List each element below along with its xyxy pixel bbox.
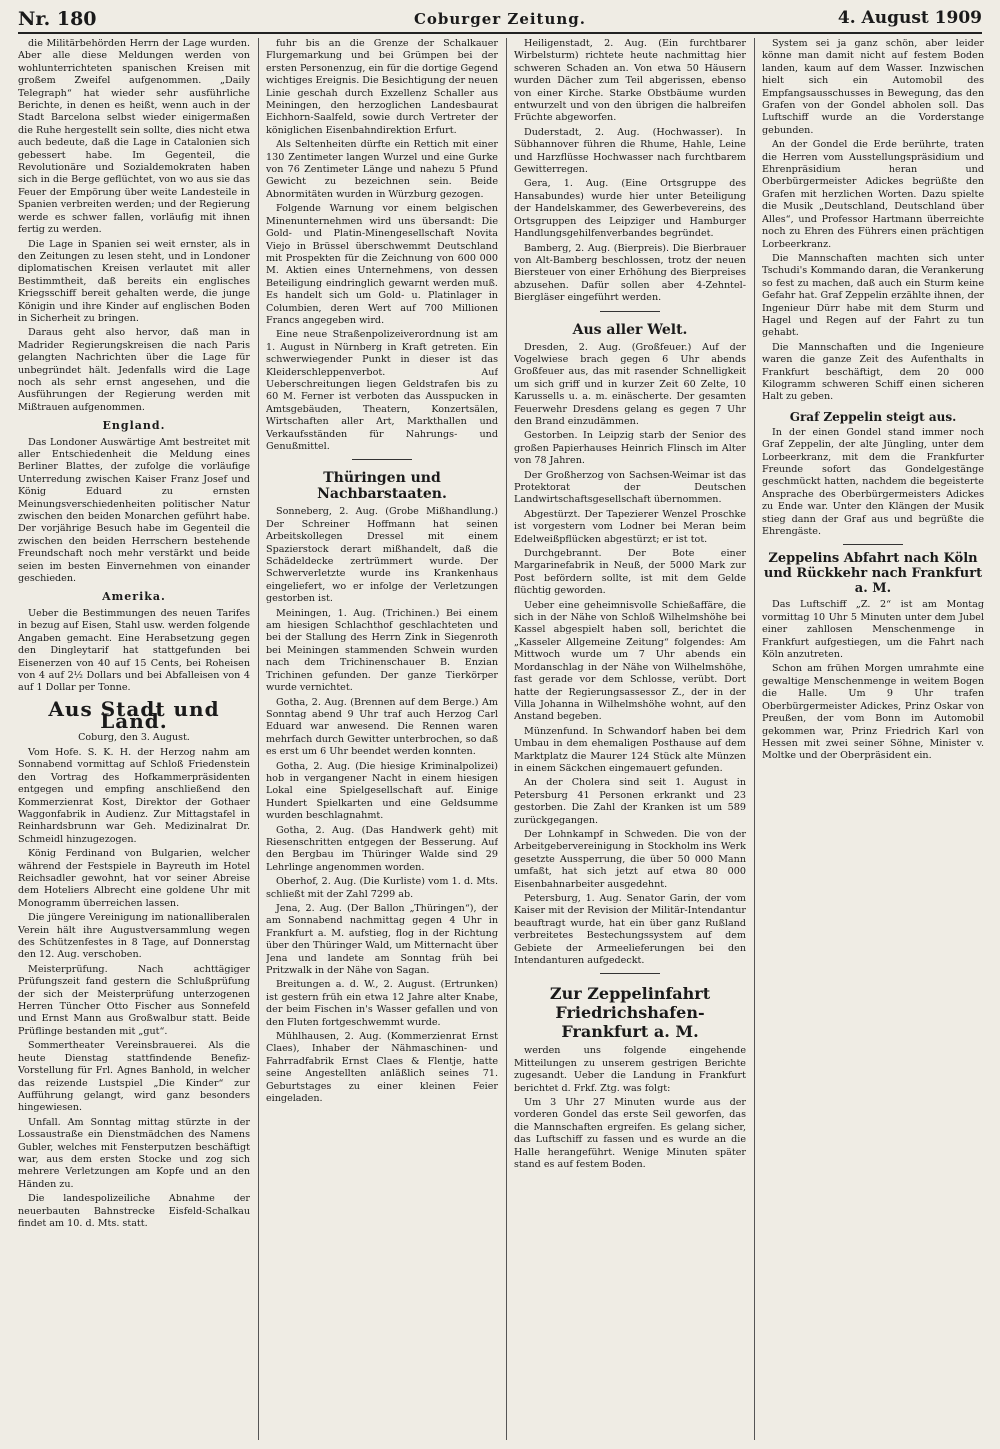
divider xyxy=(600,311,660,312)
article-paragraph: Ueber die Bestimmungen des neuen Tarifes in bezug auf Eisen, Stahl usw. werden folgende Angaben gemacht. Eine Herabsetzung gegen den Dingleytarif hat stattgefunden bei Eisenerzen von 40 auf 15 Cents, bei Roheisen von 4 auf 2½ Dollars und bei Abfalleisen von 4 auf 1 Dollar per Tonne. xyxy=(18,607,250,694)
masthead xyxy=(18,6,982,34)
article-paragraph: fuhr bis an die Grenze der Schalkauer Flurgemarkung und bei Grümpen bei der ersten Personenzug, ein für die dortige Gegend wichtiges Ereignis. Die Besichtigung der neuen Linie geschah durch Exzellenz Schaller aus Meiningen, den herzoglichen Landesbaurat Eichhorn-Saalfeld, sowie durch Vertreter der königlichen Eisenbahndirektion Erfurt. xyxy=(266,38,498,136)
article-paragraph: System sei ja ganz schön, aber leider könne man damit nicht auf festem Boden landen, kaum auf dem Wasser. Inzwischen hielt sich ein Automobil des Empfangsausschusses in Bewegung, das den Grafen von der Gondel abholen soll. Das Luftschiff wurde an die Vorderstange gebunden. xyxy=(762,38,984,136)
section-heading-thueringen: Thüringen und Nachbarstaaten. xyxy=(317,470,447,503)
news-item: Breitungen a. d. W., 2. August. (Ertrunken) ist gestern früh ein etwa 12 Jahre alter Knabe, der beim Fischen in's Wasser gefallen und von den Fluten fortgeschwemmt wurde. xyxy=(266,979,498,1028)
news-item: Unfall. Am Sonntag mittag stürzte in der Lossaustraße ein Dienstmädchen des Namens Gubler, welches mit Fensterputzen beschäftigt war, aus dem ersten Stocke und zog sich mehrere Verletzungen am Kopfe und an den Händen zu. xyxy=(18,1116,250,1190)
headline-zeppelinfahrt xyxy=(514,984,746,1041)
news-item: Gotha, 2. Aug. (Die hiesige Kriminalpolizei) hob in vergangener Nacht in einem hiesigen Lokal eine Spielgesellschaft auf. Einige Hundert Spielkarten und eine Geldsumme wurden beschlagnahmt. xyxy=(266,760,498,822)
news-item: Sonneberg, 2. Aug. (Grobe Mißhandlung.) Der Schreiner Hoffmann hat seinen Arbeitskollegen Dressel mit einem Spazierstock derart mißhandelt, daß die Schädeldecke zertrümmert wurde. Der Schwerverletzte wurde ins Krankenhaus eingeliefert, wo er infolge der Verletzungen gestorben ist. xyxy=(266,506,498,605)
column-rule xyxy=(506,38,507,1440)
article-paragraph: In der einen Gondel stand immer noch Graf Zeppelin, der alte Jüngling, unter dem Lorbeerkranz, mit dem die Frankfurter Freunde sofort das Gondelgestänge geschmückt hatten, nachdem die begeisterte Ansprache des Oberbürgermeisters Adickes zu Ende war. Unter den Klängen der Musik stieg dann der Graf aus und begrüßte die Ehrengäste. xyxy=(762,426,984,538)
column-4 xyxy=(762,38,984,1440)
news-item: Die landespolizeiliche Abnahme der neuerbauten Bahnstrecke Eisfeld-Schalkau findet am 10. d. Mts. statt. xyxy=(18,1193,250,1229)
news-item: Bamberg, 2. Aug. (Bierpreis). Die Bierbrauer von Alt-Bamberg beschlossen, trotz der neuen Biersteuer von einer Erhöhung des Bierpreises abzusehen. Dafür sollen aber 4-Zehntel-Biergläser eingeführt werden. xyxy=(514,242,746,304)
news-item: Ueber eine geheimnisvolle Schießaffäre, die sich in der Nähe von Schloß Wilhelmshöhe bei Kassel abgespielt haben soll, berichtet die „Kasseler Allgemeine Zeitung“ folgendes: Am Mittwoch wurde um 7 Uhr abends ein Mordanschlag in der Nähe von Wilhelmshöhe, fast gerade vor dem Schlosse, verübt. Dort hatte der Regierungsassessor Z., der in der Villa Johanna in Wilhelmshöhe wohnt, auf den Anstand begeben. xyxy=(514,599,746,723)
article-paragraph: Das Luftschiff „Z. 2“ ist am Montag vormittag 10 Uhr 5 Minuten unter dem Jubel einer zahllosen Menschenmenge in Frankfurt aufgestiegen, um die Fahrt nach Köln anzutreten. xyxy=(762,599,984,661)
news-item: An der Cholera sind seit 1. August in Petersburg 41 Personen erkrankt und 23 gestorben. Die Zahl der Kranken ist um 589 zurückgegangen. xyxy=(514,777,746,826)
news-item: Oberhof, 2. Aug. (Die Kurliste) vom 1. d. Mts. schließt mit der Zahl 7299 ab. xyxy=(266,876,498,900)
news-item: Der Großherzog von Sachsen-Weimar ist das Protektorat der Deutschen Landwirtschaftsgesellschaft übernommen. xyxy=(514,469,746,506)
news-item: Mühlhausen, 2. Aug. (Kommerzienrat Ernst Claes), Inhaber der Nähmaschinen- und Fahrradfabrik Ernst Claes & Flentje, hatte seine Angestellten anläßlich seines 71. Geburtstages zu einer kleinen Feier eingeladen. xyxy=(266,1031,498,1105)
news-item: Gotha, 2. Aug. (Brennen auf dem Berge.) Am Sonntag abend 9 Uhr traf auch Herzog Carl Eduard war anwesend. Die Rennen waren mehrfach durch Gewitter unterbrochen, so daß es erst um 6 Uhr beendet werden konnten. xyxy=(266,696,498,758)
headline-line-1: Zur Zeppelinfahrt xyxy=(549,984,711,1004)
article-paragraph: Die Mannschaften und die Ingenieure waren die ganze Zeit des Aufenthalts in Frankfurt beschäftigt, dem 20 000 Kilogramm schweren Schiff einen sicheren Halt zu geben. xyxy=(762,341,984,403)
news-item: Folgende Warnung vor einem belgischen Minenunternehmen wird uns übersandt: Die Gold- und Platin-Minengesellschaft Novita Viejo in Brüssel überschwemmt Deutschland mit Prospekten für die Zeichnung von 600 000 M. Aktien eines Unternehmens, von dessen Beteiligung eindringlich gewarnt werden muß. Es handelt sich um Gold- u. Platinlager in Columbien, deren Wert auf 700 Millionen Francs angegeben wird. xyxy=(266,203,498,326)
news-item: Sommertheater Vereinsbrauerei. Als die heute Dienstag stattfindende Benefiz-Vorstellung für Frl. Agnes Banhold, in welcher das reizende Lustspiel „Die Kinder“ zur Aufführung gelangt, wird ganz besonders hingewiesen. xyxy=(18,1040,250,1114)
divider xyxy=(600,973,660,974)
article-paragraph: Das Londoner Auswärtige Amt bestreitet mit aller Entschiedenheit die Meldung eines Berliner Blattes, der zufolge die vorläufige Unterredung zwischen Kaiser Franz Josef und König Eduard zu ernsten Meinungsverschiedenheiten politischer Natur zwischen den beiden Monarchen geführt habe. Der vorjährige Besuch habe im Gegenteil die zwischen den beiden Herrschern bestehende Freundschaft noch mehr verstärkt und beide seien im besten Einvernehmen von einander geschieden. xyxy=(18,436,250,585)
news-item: Münzenfund. In Schwandorf haben bei dem Umbau in dem ehemaligen Posthause auf dem Marktplatz die Maurer 124 Stück alte Münzen in einem Säckchen eingemauert gefunden. xyxy=(514,725,746,774)
subheading-abfahrt-koeln: Zeppelins Abfahrt nach Köln und Rückkehr nach Frankfurt a. M. xyxy=(763,551,983,597)
news-item: Heiligenstadt, 2. Aug. (Ein furchtbarer Wirbelsturm) richtete heute nachmittag hier schweren Schaden an. Von etwa 50 Häusern wurden Dächer zum Teil abgerissen, ebenso von einer Kirche. Starke Obstbäume wurden entwurzelt und von den übrigen die halbreifen Früchte abgeworfen. xyxy=(514,38,746,124)
issue-number: Nr. 180 xyxy=(18,8,97,30)
news-item: Meiningen, 1. Aug. (Trichinen.) Bei einem am hiesigen Schlachthof geschlachteten und bei der Stallung des Herrn Zink in Siegenroth bei Meiningen stammenden Schwein wurden nach dem Trichinenschauer B. Enzian Trichinen gefunden. Der ganze Tierkörper wurde vernichtet. xyxy=(266,607,498,694)
section-heading-england: England. xyxy=(102,419,166,433)
article-paragraph: Schon am frühen Morgen umrahmte eine gewaltige Menschenmenge in weitem Bogen die Halle. Um 9 Uhr trafen Oberbürgermeister Adickes, Prinz Oskar von Preußen, der vom Bonn im Automobil gekommen war, Prinz Friedrich Karl von Hessen mit zwei seiner Söhne, Minister v. Moltke und der Oberpräsident ein. xyxy=(762,663,984,762)
news-item: Die jüngere Vereinigung im nationalliberalen Verein hält ihre Augustversammlung wegen des Schützenfestes in 8 Tage, auf Donnerstag den 12. Aug. verschoben. xyxy=(18,912,250,961)
news-item: Gera, 1. Aug. (Eine Ortsgruppe des Hansabundes) wurde hier unter Beteiligung der Handelskammer, des Gewerbevereins, des Ortsgruppen des Leipziger und Hamburger Handlungsgehilfenverbandes begründet. xyxy=(514,178,746,240)
article-paragraph: Die Lage in Spanien sei weit ernster, als in den Zeitungen zu lesen steht, und in Londoner diplomatischen Kreisen verlautet mit aller Bestimmtheit, daß bereits ein englisches Kriegsschiff bereit gehalten werde, die junge Königin und ihre Kinder auf englischen Boden in Sicherheit zu bringen. xyxy=(18,238,250,324)
divider xyxy=(843,544,903,545)
section-heading-stadt-und-land: Aus Stadt und Land. xyxy=(48,696,220,734)
news-item: Jena, 2. Aug. (Der Ballon „Thüringen“), der am Sonnabend nachmittag gegen 4 Uhr in Frankfurt a. M. aufstieg, flog in der Richtung über den Thüringer Wald, um Mitternacht über Jena und landete am Sonntag früh bei Pritzwalk in der Nähe von Sagan. xyxy=(266,903,498,977)
newspaper-title: Coburger Zeitung. xyxy=(413,10,587,28)
headline-line-2: Friedrichshafen-Frankfurt a. M. xyxy=(555,1003,705,1042)
divider xyxy=(352,459,412,460)
article-paragraph: Um 3 Uhr 27 Minuten wurde aus der vorderen Gondel das erste Seil geworfen, das die Mannschaften ergreifen. Es gelang sicher, das Luftschiff zu fassen und es wurde an die Halle herangeführt. Wenige Minuten später stand es auf festem Boden. xyxy=(514,1097,746,1171)
news-item: Gotha, 2. Aug. (Das Handwerk geht) mit Riesenschritten entgegen der Besserung. Auf den Bergbau im Thüringer Walde sind 29 Lehrlinge angenommen worden. xyxy=(266,824,498,873)
issue-date: 4. August 1909 xyxy=(837,8,982,28)
news-item: Petersburg, 1. Aug. Senator Garin, der vom Kaiser mit der Revision der Militär-Intendantur beauftragt wurde, hat ein über ganz Rußland verbreitetes Bestechungssystem auf dem Gebiete der Armeelieferungen bei den Intendanturen aufgedeckt. xyxy=(514,893,746,967)
news-item: Als Seltenheiten dürfte ein Rettich mit einer 130 Zentimeter langen Wurzel und eine Gurke von 76 Zentimeter Länge und nahezu 5 Pfund Gewicht zu bezeichnen sein. Beide Abnormitäten wurden in Würzburg gezogen. xyxy=(266,139,498,200)
column-rule xyxy=(754,38,755,1440)
news-item: Abgestürzt. Der Tapezierer Wenzel Proschke ist vorgestern vom Lodner bei Meran beim Edelweißpflücken abgestürzt; er ist tot. xyxy=(514,508,746,545)
news-item: Durchgebrannt. Der Bote einer Margarinefabrik in Neuß, der 5000 Mark zur Post befördern sollte, ist mit dem Gelde flüchtig geworden. xyxy=(514,548,746,597)
column-rule xyxy=(258,38,259,1440)
news-item: Der Lohnkampf in Schweden. Die von der Arbeitgebervereinigung in Stockholm ins Werk gesetzte Aussperrung, die über 50 000 Mann umfaßt, hat sich jetzt auf etwa 80 000 Eisenbahnarbeiter ausgedehnt. xyxy=(514,828,746,890)
article-paragraph: Die Mannschaften machten sich unter Tschudi's Kommando daran, die Verankerung so fest zu machen, daß auch ein Sturm keine Gefahr hat. Graf Zeppelin erzählte ihnen, der Ingenieur Dürr habe mit dem Sturm und Hagel und Regen auf der Fahrt zu tun gehabt. xyxy=(762,252,984,339)
news-item: Vom Hofe. S. K. H. der Herzog nahm am Sonnabend vormittag auf Schloß Friedenstein den Vortrag des Hofkammerpräsidenten entgegen und empfing anschließend den Kommerzienrat Kost, Direktor der Gothaer Waggonfabrik in Audienz. Zur Mittagstafel in Reinhardsbrunn war Geh. Medizinalrat Dr. Schmeidl hinzugezogen. xyxy=(18,746,250,845)
article-paragraph: die Militärbehörden Herrn der Lage wurden. Aber alle diese Meldungen werden von wohlunterrichteten spanischen Kreisen mit großem Zweifel aufgenommen. „Daily Telegraph“ hat wieder sehr ausführliche Berichte, in denen es heißt, wenn auch in der Stadt Barcelona selbst wieder einigermaßen die Ruhe hergestellt sein sollte, dies nicht etwa auch bedeute, daß die Lage in Catalonien sich gebessert habe. Im Gegenteil, die Revolutionäre und Sozialdemokraten haben sich in die Berge geflüchtet, von wo aus sie das Feuer der Empörung über weite Landesteile in Spanien verbreiten werden; und der Regierung werde es schwer fallen, vorläufig mit ihnen fertig zu werden. xyxy=(18,38,250,236)
column-2 xyxy=(266,38,498,1440)
article-paragraph: An der Gondel die Erde berührte, traten die Herren vom Ausstellungspräsidium und Ehrenpräsidium heran und Oberbürgermeister Adickes begrüßte den Grafen mit herzlichen Worten. Dazu spielte die Musik „Deutschland, Deutschland über Alles“, und Professor Hartmann überreichte noch zu Ehren des Führers einen prächtigen Lorbeerkranz. xyxy=(762,139,984,250)
news-item: Duderstadt, 2. Aug. (Hochwasser). In Sübhannover führen die Rhume, Hahle, Leine und Harzflüsse Hochwasser nach furchtbarem Gewitterregen. xyxy=(514,126,746,176)
news-item: König Ferdinand von Bulgarien, welcher während der Festspiele in Bayreuth im Hotel Reichsadler gewohnt, hat vor seiner Abreise dem Hoteliers Albrecht eine goldene Uhr mit Monogramm überreichen lassen. xyxy=(18,848,250,909)
subheading-graf-zeppelin: Graf Zeppelin steigt aus. xyxy=(789,409,957,424)
article-paragraph: Daraus geht also hervor, daß man in Madrider Regierungskreisen die nach Paris gelangten Nachrichten über die Lage für unbegründet hält. Jedenfalls wird die Lage noch als sehr ernst angesehen, und die Ausführungen der Regierung werden mit Mißtrauen aufgenommen. xyxy=(18,327,250,413)
news-item: Meisterprüfung. Nach achttägiger Prüfungszeit fand gestern die Schlußprüfung der sich der Meisterprüfung unterzogenen Herren Tüncher Otto Fischer aus Sonnefeld und Ernst Mann aus Großwalbur statt. Beide Prüflinge bestanden mit „gut“. xyxy=(18,963,250,1037)
column-3 xyxy=(514,38,746,1440)
dateline: Coburg, den 3. August. xyxy=(78,731,190,743)
news-item: Gestorben. In Leipzig starb der Senior des großen Papierhauses Heinrich Flinsch im Alter von 78 Jahren. xyxy=(514,430,746,467)
news-item: Eine neue Straßenpolizeiverordnung ist am 1. August in Nürnberg in Kraft getreten. Ein schwerwiegender Punkt in dieser ist das Kleiderschleppenverbot. Auf Ueberschreitungen liegen Geldstrafen bis zu 60 M. Ferner ist verboten das Ausspucken in Amtsgebäuden, Theatern, Konzertsälen, Wirtschaften aller Art, Markthallen und Verkaufsständen für Nahrungs- und Genußmittel. xyxy=(266,329,498,452)
section-heading-aus-aller-welt: Aus aller Welt. xyxy=(572,321,688,338)
article-paragraph: werden uns folgende eingehende Mitteilungen zu unserem gestrigen Berichte zugesandt. Ueber die Landung in Frankfurt berichtet d. Frkf. Ztg. was folgt: xyxy=(514,1045,746,1094)
news-item: Dresden, 2. Aug. (Großfeuer.) Auf der Vogelwiese brach gegen 6 Uhr abends Großfeuer aus, das mit rasender Schnelligkeit um sich griff und in kurzer Zeit 60 Zelte, 10 Karussells u. a. m. einäscherte. Der gesamten Feuerwehr Dresdens gelang es gegen 7 Uhr den Brand einzudämmen. xyxy=(514,341,746,427)
column-1 xyxy=(18,38,250,1440)
section-heading-amerika: Amerika. xyxy=(102,590,166,604)
